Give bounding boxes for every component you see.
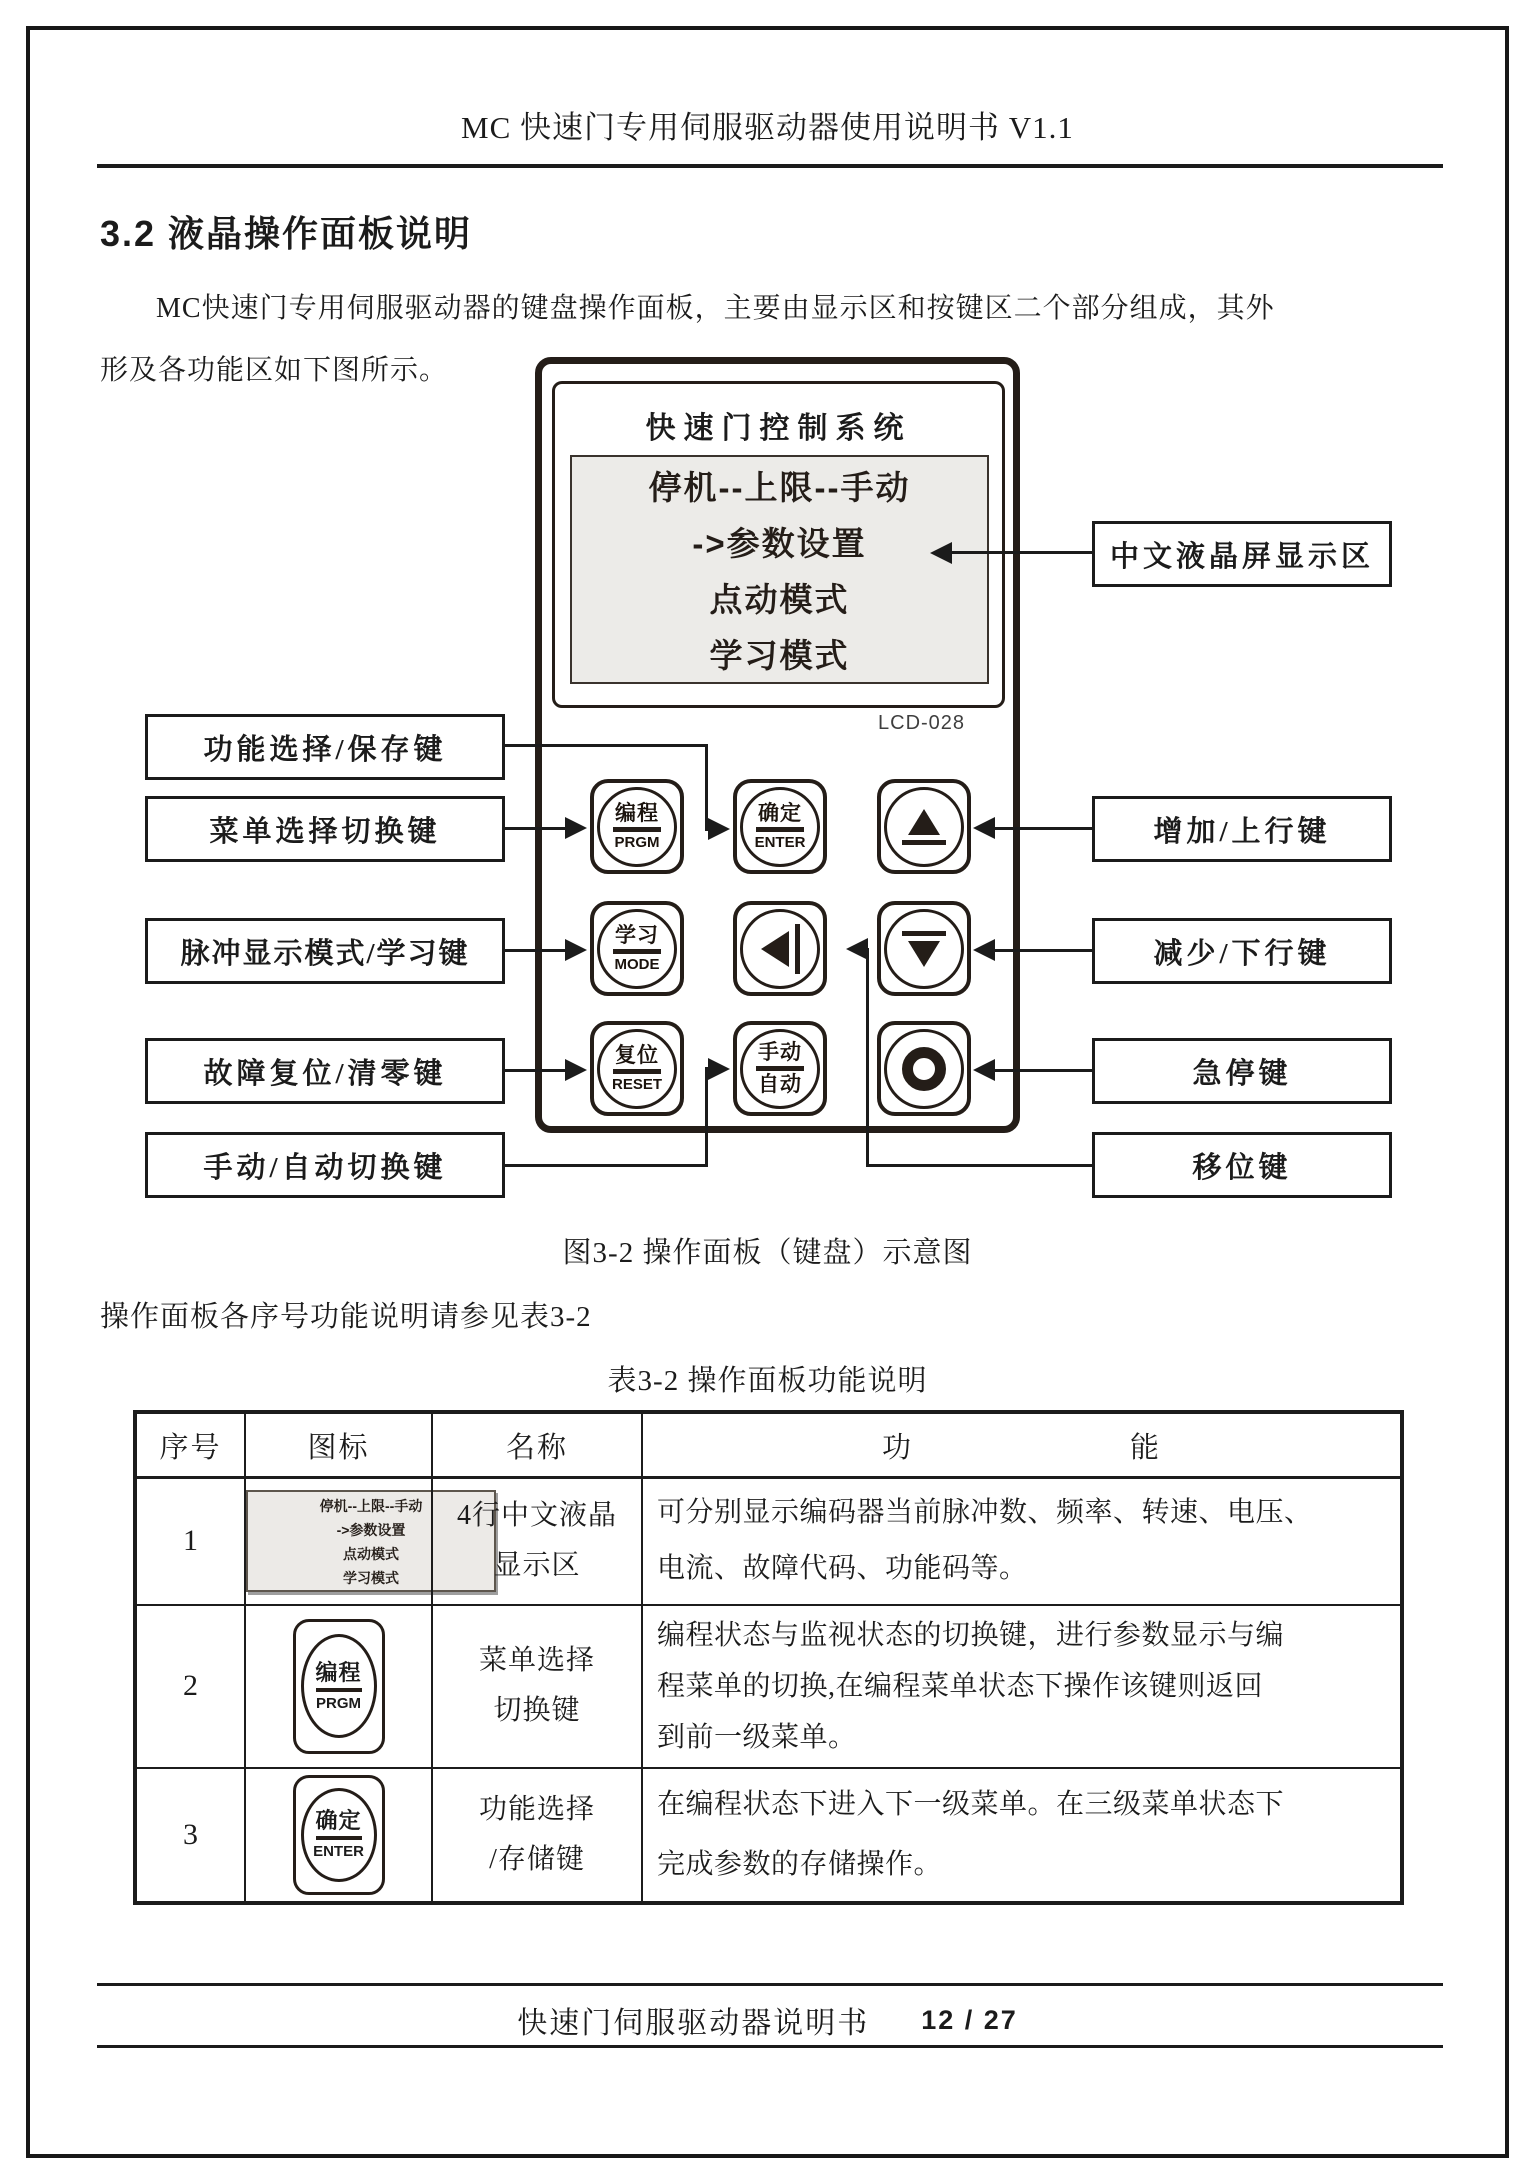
arrowhead-down: [973, 939, 995, 961]
footer-rule-bottom: [97, 2045, 1443, 2048]
enter-button[interactable]: [733, 779, 827, 874]
arrowhead-lcd: [930, 542, 952, 564]
down-bar-icon: [902, 931, 946, 936]
reset-button-en-label: RESET: [611, 1076, 662, 1093]
callout-menu-switch-key: [145, 796, 505, 862]
table-header-row: [135, 1412, 1402, 1478]
ring-icon: [884, 1029, 964, 1109]
manual-label: 手动: [758, 1040, 802, 1064]
callout-label: 功能选择/保存键: [203, 733, 447, 766]
connector-down: [995, 949, 1092, 952]
mode-button-en-label: MODE: [614, 956, 660, 973]
header-title: MC 快速门专用伺服驱动器使用说明书 V1.1: [461, 110, 1074, 145]
mini-lcd-line: ->参数设置: [336, 1522, 406, 1539]
manual-auto-divider: [756, 1066, 804, 1071]
connector-up: [995, 827, 1092, 830]
enter-button-face: [740, 787, 820, 867]
callout-lcd-display-area: [1092, 521, 1392, 587]
enter-key-cn: 确定: [315, 1808, 362, 1833]
enter-key-icon: [293, 1775, 385, 1895]
function-line: 可分别显示编码器当前脉冲数、频率、转速、电压、: [657, 1497, 1313, 1529]
name-line: 菜单选择: [478, 1645, 595, 1676]
row1-name-cell: [432, 1478, 642, 1605]
lcd-line-4: 学习模式: [709, 637, 850, 674]
row1-icon-cell: [245, 1478, 432, 1605]
name-line: 切换键: [493, 1695, 581, 1726]
arrowhead-enter: [708, 818, 730, 840]
callout-label: 脉冲显示模式/学习键: [180, 937, 470, 970]
arrowhead-shift: [846, 938, 868, 960]
row1-no: 1: [135, 1478, 245, 1605]
shift-button[interactable]: [733, 901, 827, 996]
header-rule: [97, 164, 1443, 168]
connector-save-h: [505, 744, 708, 747]
arrowhead-prgm: [565, 817, 587, 839]
lcd-model-label: LCD-028: [878, 712, 966, 734]
mode-button[interactable]: [590, 901, 684, 996]
table-row: [135, 1605, 1402, 1768]
prgm-key-en: PRGM: [316, 1694, 361, 1712]
eject-down-icon: [884, 909, 964, 989]
header-no: 序号: [135, 1412, 245, 1478]
mode-button-divider: [613, 949, 661, 954]
enter-button-en-label: ENTER: [754, 834, 806, 851]
row3-no: 3: [135, 1768, 245, 1903]
figure-caption: 图3-2 操作面板（键盘）示意图: [562, 1237, 973, 1269]
footer-page-number: 12 / 27: [921, 2004, 1018, 2035]
name-line: 功能选择: [478, 1793, 595, 1825]
table-note: 操作面板各序号功能说明请参见表3-2: [100, 1301, 592, 1333]
callout-label: 急停键: [1192, 1057, 1292, 1090]
prgm-key-divider: [316, 1688, 362, 1692]
enter-key-face: [301, 1788, 377, 1882]
left-triangle-icon: [761, 931, 789, 967]
callout-fault-reset-key: [145, 1038, 505, 1104]
callout-label: 减少/下行键: [1153, 937, 1331, 970]
row3-icon-cell: [245, 1768, 432, 1903]
intro-line-2: 形及各功能区如下图所示。: [100, 355, 449, 386]
connector-lcd: [952, 551, 1092, 554]
lcd-line-2: ->参数设置: [692, 525, 867, 562]
name-line: /存储键: [489, 1843, 585, 1875]
callout-increase-up-key: [1092, 796, 1392, 862]
connector-shift-h: [868, 1164, 1092, 1167]
connector-reset: [505, 1069, 567, 1072]
triangle-left-bar-icon: [740, 909, 820, 989]
mode-button-cn-label: 学习: [615, 923, 659, 947]
callout-label: 手动/自动切换键: [203, 1151, 447, 1184]
mode-button-face: [597, 909, 677, 989]
up-button[interactable]: [877, 779, 971, 874]
function-line: 在编程状态下进入下一级菜单。在三级菜单状态下: [657, 1788, 1285, 1820]
stop-button[interactable]: [877, 1021, 971, 1116]
lcd-line-1: 停机--上限--手动: [648, 469, 911, 506]
mini-lcd-line: 停机--上限--手动: [319, 1498, 423, 1515]
header-icon: 图标: [245, 1412, 432, 1478]
prgm-button-en-label: PRGM: [614, 834, 660, 851]
manual-auto-button-face: [740, 1029, 820, 1109]
arrowhead-up: [973, 817, 995, 839]
mini-lcd-line: 点动模式: [343, 1546, 399, 1563]
up-bar-icon: [902, 840, 946, 845]
intro-line-1: MC快速门专用伺服驱动器的键盘操作面板，主要由显示区和按键区二个部分组成，其外: [156, 293, 1275, 324]
header-function: 功 能: [642, 1412, 1402, 1478]
row3-name-cell: [432, 1768, 642, 1903]
arrowhead-manualauto: [708, 1058, 730, 1080]
prgm-key-face: [301, 1634, 377, 1738]
connector-shift-v: [866, 948, 869, 1167]
reset-button-face: [597, 1029, 677, 1109]
function-line: 到前一级菜单。: [657, 1721, 857, 1753]
reset-button-cn-label: 复位: [615, 1043, 659, 1067]
function-line: 电流、故障代码、功能码等。: [657, 1553, 1028, 1585]
function-line: 程菜单的切换,在编程菜单状态下操作该键则返回: [657, 1670, 1264, 1702]
connector-manualauto-v: [705, 1067, 708, 1167]
table-row: [135, 1478, 1402, 1605]
enter-button-divider: [756, 827, 804, 832]
prgm-key-cn: 编程: [315, 1659, 362, 1685]
arrowhead-stop: [973, 1059, 995, 1081]
callout-function-save-key: [145, 714, 505, 780]
row2-name-cell: [432, 1605, 642, 1768]
prgm-button-divider: [613, 827, 661, 832]
row1-function-cell: [642, 1478, 1402, 1605]
connector-manualauto-h: [505, 1164, 708, 1167]
connector-stop: [995, 1069, 1092, 1072]
lcd-line-3: 点动模式: [709, 581, 850, 618]
footer-doc-name: 快速门伺服驱动器说明书: [517, 2007, 870, 2040]
callout-emergency-stop-key: [1092, 1038, 1392, 1104]
callout-shift-key: [1092, 1132, 1392, 1198]
table-row: [135, 1768, 1402, 1903]
callout-label: 移位键: [1192, 1151, 1292, 1184]
connector-menu: [505, 827, 567, 830]
name-line: 显示区: [493, 1550, 581, 1582]
lcd-screen: [570, 455, 989, 684]
down-button[interactable]: [877, 901, 971, 996]
footer-rule-top: [97, 1983, 1443, 1986]
row2-no: 2: [135, 1605, 245, 1768]
section-title: 3.2 液晶操作面板说明: [100, 213, 473, 254]
callout-label: 中文液晶屏显示区: [1109, 540, 1374, 573]
callout-label: 菜单选择切换键: [209, 815, 441, 848]
prgm-button-face: [597, 787, 677, 867]
up-triangle-icon: [908, 809, 940, 835]
function-line: 编程状态与监视状态的切换键，进行参数显示与编: [657, 1619, 1285, 1651]
arrowhead-mode: [565, 939, 587, 961]
left-bar-icon: [795, 924, 800, 974]
callout-label: 故障复位/清零键: [203, 1057, 447, 1090]
row2-icon-cell: [245, 1605, 432, 1768]
table-title: 表3-2 操作面板功能说明: [607, 1365, 928, 1397]
row3-function-cell: [642, 1768, 1402, 1903]
enter-button-cn-label: 确定: [758, 801, 802, 825]
enter-key-divider: [316, 1836, 362, 1840]
prgm-button-cn-label: 编程: [615, 801, 659, 825]
display-title: 快速门控制系统: [645, 412, 912, 445]
header-name: 名称: [432, 1412, 642, 1478]
callout-decrease-down-key: [1092, 918, 1392, 984]
prgm-button[interactable]: [590, 779, 684, 874]
arrowhead-reset: [565, 1059, 587, 1081]
function-table: [133, 1410, 1404, 1905]
callout-label: 增加/上行键: [1153, 815, 1331, 848]
shift-symbol: [761, 924, 800, 974]
connector-pulse: [505, 949, 567, 952]
enter-key-en: ENTER: [313, 1843, 364, 1860]
function-table-wrapper: [133, 1410, 1404, 1905]
reset-button-divider: [613, 1069, 661, 1074]
prgm-key-icon: [293, 1619, 385, 1754]
stop-ring-icon: [902, 1047, 946, 1091]
mini-lcd-line: 学习模式: [343, 1570, 399, 1587]
reset-button[interactable]: [590, 1021, 684, 1116]
auto-label: 自动: [758, 1072, 802, 1096]
footer: [0, 1997, 1535, 2043]
down-triangle-icon: [908, 941, 940, 967]
function-line: 完成参数的存储操作。: [657, 1848, 943, 1880]
callout-manual-auto-key: [145, 1132, 505, 1198]
eject-up-icon: [884, 787, 964, 867]
row2-function-cell: [642, 1605, 1402, 1768]
callout-pulse-mode-learn-key: [145, 918, 505, 984]
manual-auto-button[interactable]: [733, 1021, 827, 1116]
name-line: 4行中文液晶: [456, 1500, 617, 1532]
